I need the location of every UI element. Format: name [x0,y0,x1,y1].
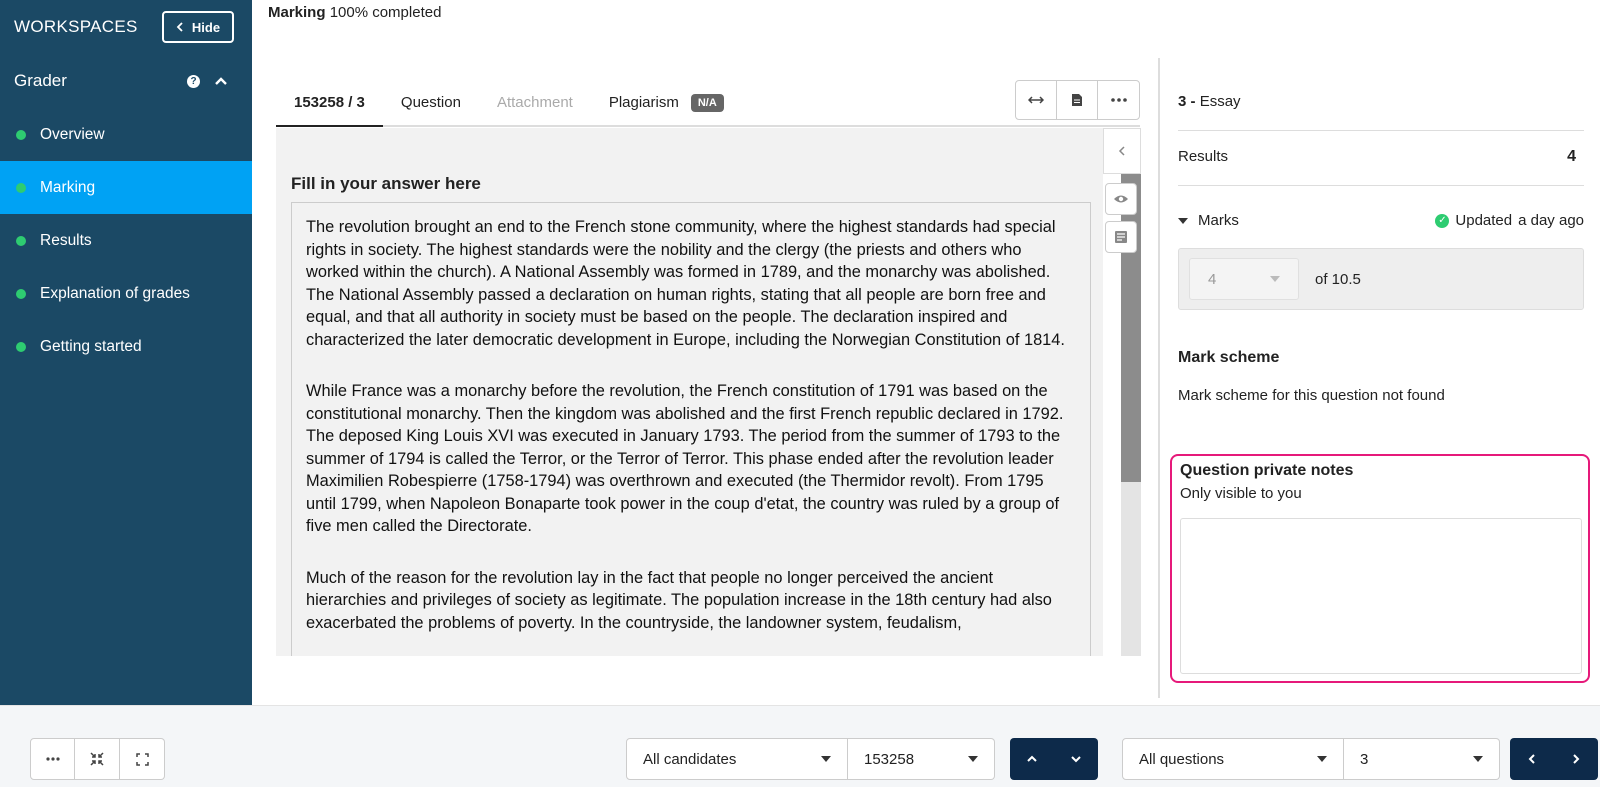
fullscreen-button[interactable] [120,738,165,780]
updated-status [1435,212,1584,229]
notes-title: Question private notes [1180,462,1354,479]
help-icon[interactable]: ? [187,75,200,88]
results-label: Results [1178,148,1229,165]
notes-subtitle: Only visible to you [1180,485,1302,502]
caret-down-icon [821,756,831,762]
candidate-id-value: 153258 [864,750,915,768]
tab-question[interactable]: Question [400,94,461,111]
caret-down-icon [1178,218,1188,224]
status-dot-icon [16,183,26,193]
answer-viewer[interactable] [276,128,1103,656]
mark-entry-box [1178,248,1584,310]
answer-side-controls [1103,128,1141,656]
question-number: 3 - [1178,93,1196,110]
questions-select[interactable] [1122,738,1344,780]
status-label: Marking [268,4,326,21]
caret-down-icon [1473,756,1483,762]
candidates-select[interactable] [626,738,848,780]
arrows-horizontal-icon [1028,95,1044,105]
chevron-left-icon [176,22,184,32]
answer-tabs [276,80,1140,127]
tab-toolbar [1015,80,1140,120]
chevron-right-icon [1572,753,1580,765]
document-icon [1071,93,1083,107]
previous-question-button[interactable] [1510,738,1554,780]
divider [1178,130,1584,131]
question-prev-next [1510,738,1598,780]
sidebar-item-label: Marking [40,178,96,196]
collapse-panel-button[interactable] [1103,128,1141,174]
sidebar [0,0,252,705]
panel-divider[interactable] [1158,58,1160,698]
hide-label: Hide [191,19,221,35]
answer-paragraph: While France was a monarchy before the revolution, the French constitution of 1791 was based on the constitutional monarchy. Then the kingdom was abolished and the first French republic declared in 1792. The deposed King Louis XVI was executed in January 1793. The period from the summer of 1793 to the summer of 1794 is called the Terror, or the Terror of Terror. This phase ended after the revolution leader Maximilien Robespierre (1758-1794) was overthrown and executed (the Thermidor revolt). From 1795 until 1799, when Napoleon Bonaparte took power in the coup d'etat, the country was ruled by a group of five men called the Directorate. [306,382,1064,535]
mark-total: of 10.5 [1315,270,1361,288]
marks-toggle[interactable] [1178,212,1239,229]
sidebar-item-label: Overview [40,125,105,143]
status-dot-icon [16,130,26,140]
answer-text-box [291,202,1091,656]
next-candidate-button[interactable] [1054,738,1098,780]
grader-section-header[interactable] [0,54,252,108]
sidebar-item-getting-started[interactable] [0,320,252,373]
notes-icon [1114,230,1128,244]
document-button[interactable] [1057,81,1098,119]
results-value: 4 [1567,148,1576,165]
marks-label: Marks [1198,212,1239,229]
previous-candidate-button[interactable] [1010,738,1054,780]
updated-time: a day ago [1518,212,1584,229]
fullscreen-icon [136,753,149,766]
sidebar-item-explanation-of-grades[interactable] [0,267,252,320]
workspaces-title: WORKSPACES [14,17,138,36]
answer-paragraph: The revolution brought an end to the French stone community, where the highest standards had special rights in society. The highest standards were the nobility and the clergy (the priests and others who worked within the church). A National Assembly was formed in 1789, and the monarchy was abolished. The National Assembly passed a declaration on human rights, stating that all people are born free and equal, and that all authority in society must be based on the people. The declaration inspired and characterized the later democratic development in Europe, including the Norwegian Constitution of 1814. [306,218,1065,349]
compress-icon [90,752,104,766]
expand-width-button[interactable] [1016,81,1057,119]
hide-sidebar-button[interactable] [162,11,234,43]
notes-button[interactable] [1105,221,1137,253]
divider [1178,185,1584,186]
candidate-id-select[interactable] [848,738,995,780]
tab-plagiarism[interactable] [591,80,742,125]
candidates-select-value: All candidates [643,750,737,768]
more-options-button[interactable] [1098,81,1139,119]
grader-title: Grader [14,71,67,90]
results-row [1178,148,1584,166]
question-number-value: 3 [1360,750,1369,768]
question-heading [1178,93,1584,110]
caret-down-icon [968,756,978,762]
questions-select-value: All questions [1139,750,1225,768]
sidebar-item-label: Getting started [40,337,142,355]
answer-title: Fill in your answer here [291,174,481,193]
bottom-toolbar [0,705,1600,787]
more-options-button[interactable] [30,738,75,780]
question-number-select[interactable] [1344,738,1500,780]
mark-scheme-text: Mark scheme for this question not found [1178,387,1445,404]
workspaces-header [0,0,252,54]
candidate-prev-next [1010,738,1098,780]
status-value: 100% completed [329,4,442,21]
private-notes-input[interactable] [1180,518,1582,674]
compress-button[interactable] [75,738,120,780]
tab-candidate[interactable]: 153258 / 3 [276,80,383,127]
chevron-down-icon [1070,755,1082,763]
sidebar-item-label: Explanation of grades [40,284,190,302]
candidate-navigation [626,738,1098,780]
chevron-up-icon [1026,755,1038,763]
caret-down-icon [1270,276,1280,282]
preview-button[interactable] [1105,183,1137,215]
question-type: Essay [1199,93,1241,110]
status-dot-icon [16,236,26,246]
mark-select[interactable] [1189,258,1299,300]
question-navigation [1122,738,1598,780]
ellipsis-icon [46,757,60,761]
mark-scheme-title: Mark scheme [1178,349,1280,366]
chevron-left-icon [1528,753,1536,765]
chevron-up-icon[interactable] [214,76,228,86]
tab-plagiarism-label: Plagiarism [608,94,679,111]
answer-paragraph: Much of the reason for the revolution lay in the fact that people no longer perceived the ancient hierarchies and privileges of society as legitimate. The population increase in the 18th century had also exacerbated the problems of poverty. In the countryside, the landowner system, feudalism, [306,568,1052,632]
eye-icon [1113,194,1129,204]
status-dot-icon [16,342,26,352]
updated-label: Updated [1455,212,1513,229]
mark-select-value: 4 [1208,270,1217,288]
private-notes-panel [1170,454,1590,683]
view-tools [30,738,165,780]
marking-status [268,4,441,21]
sidebar-item-overview[interactable] [0,108,252,161]
sidebar-item-label: Results [40,231,92,249]
tab-attachment: Attachment [496,94,573,111]
sidebar-item-marking[interactable] [0,161,252,214]
status-dot-icon [16,289,26,299]
caret-down-icon [1317,756,1327,762]
plagiarism-badge: N/A [691,94,724,112]
ellipsis-icon [1111,98,1127,102]
sidebar-item-results[interactable] [0,214,252,267]
next-question-button[interactable] [1554,738,1598,780]
chevron-left-icon [1118,145,1126,157]
check-circle-icon: ✓ [1435,214,1449,228]
marks-row [1178,212,1584,229]
